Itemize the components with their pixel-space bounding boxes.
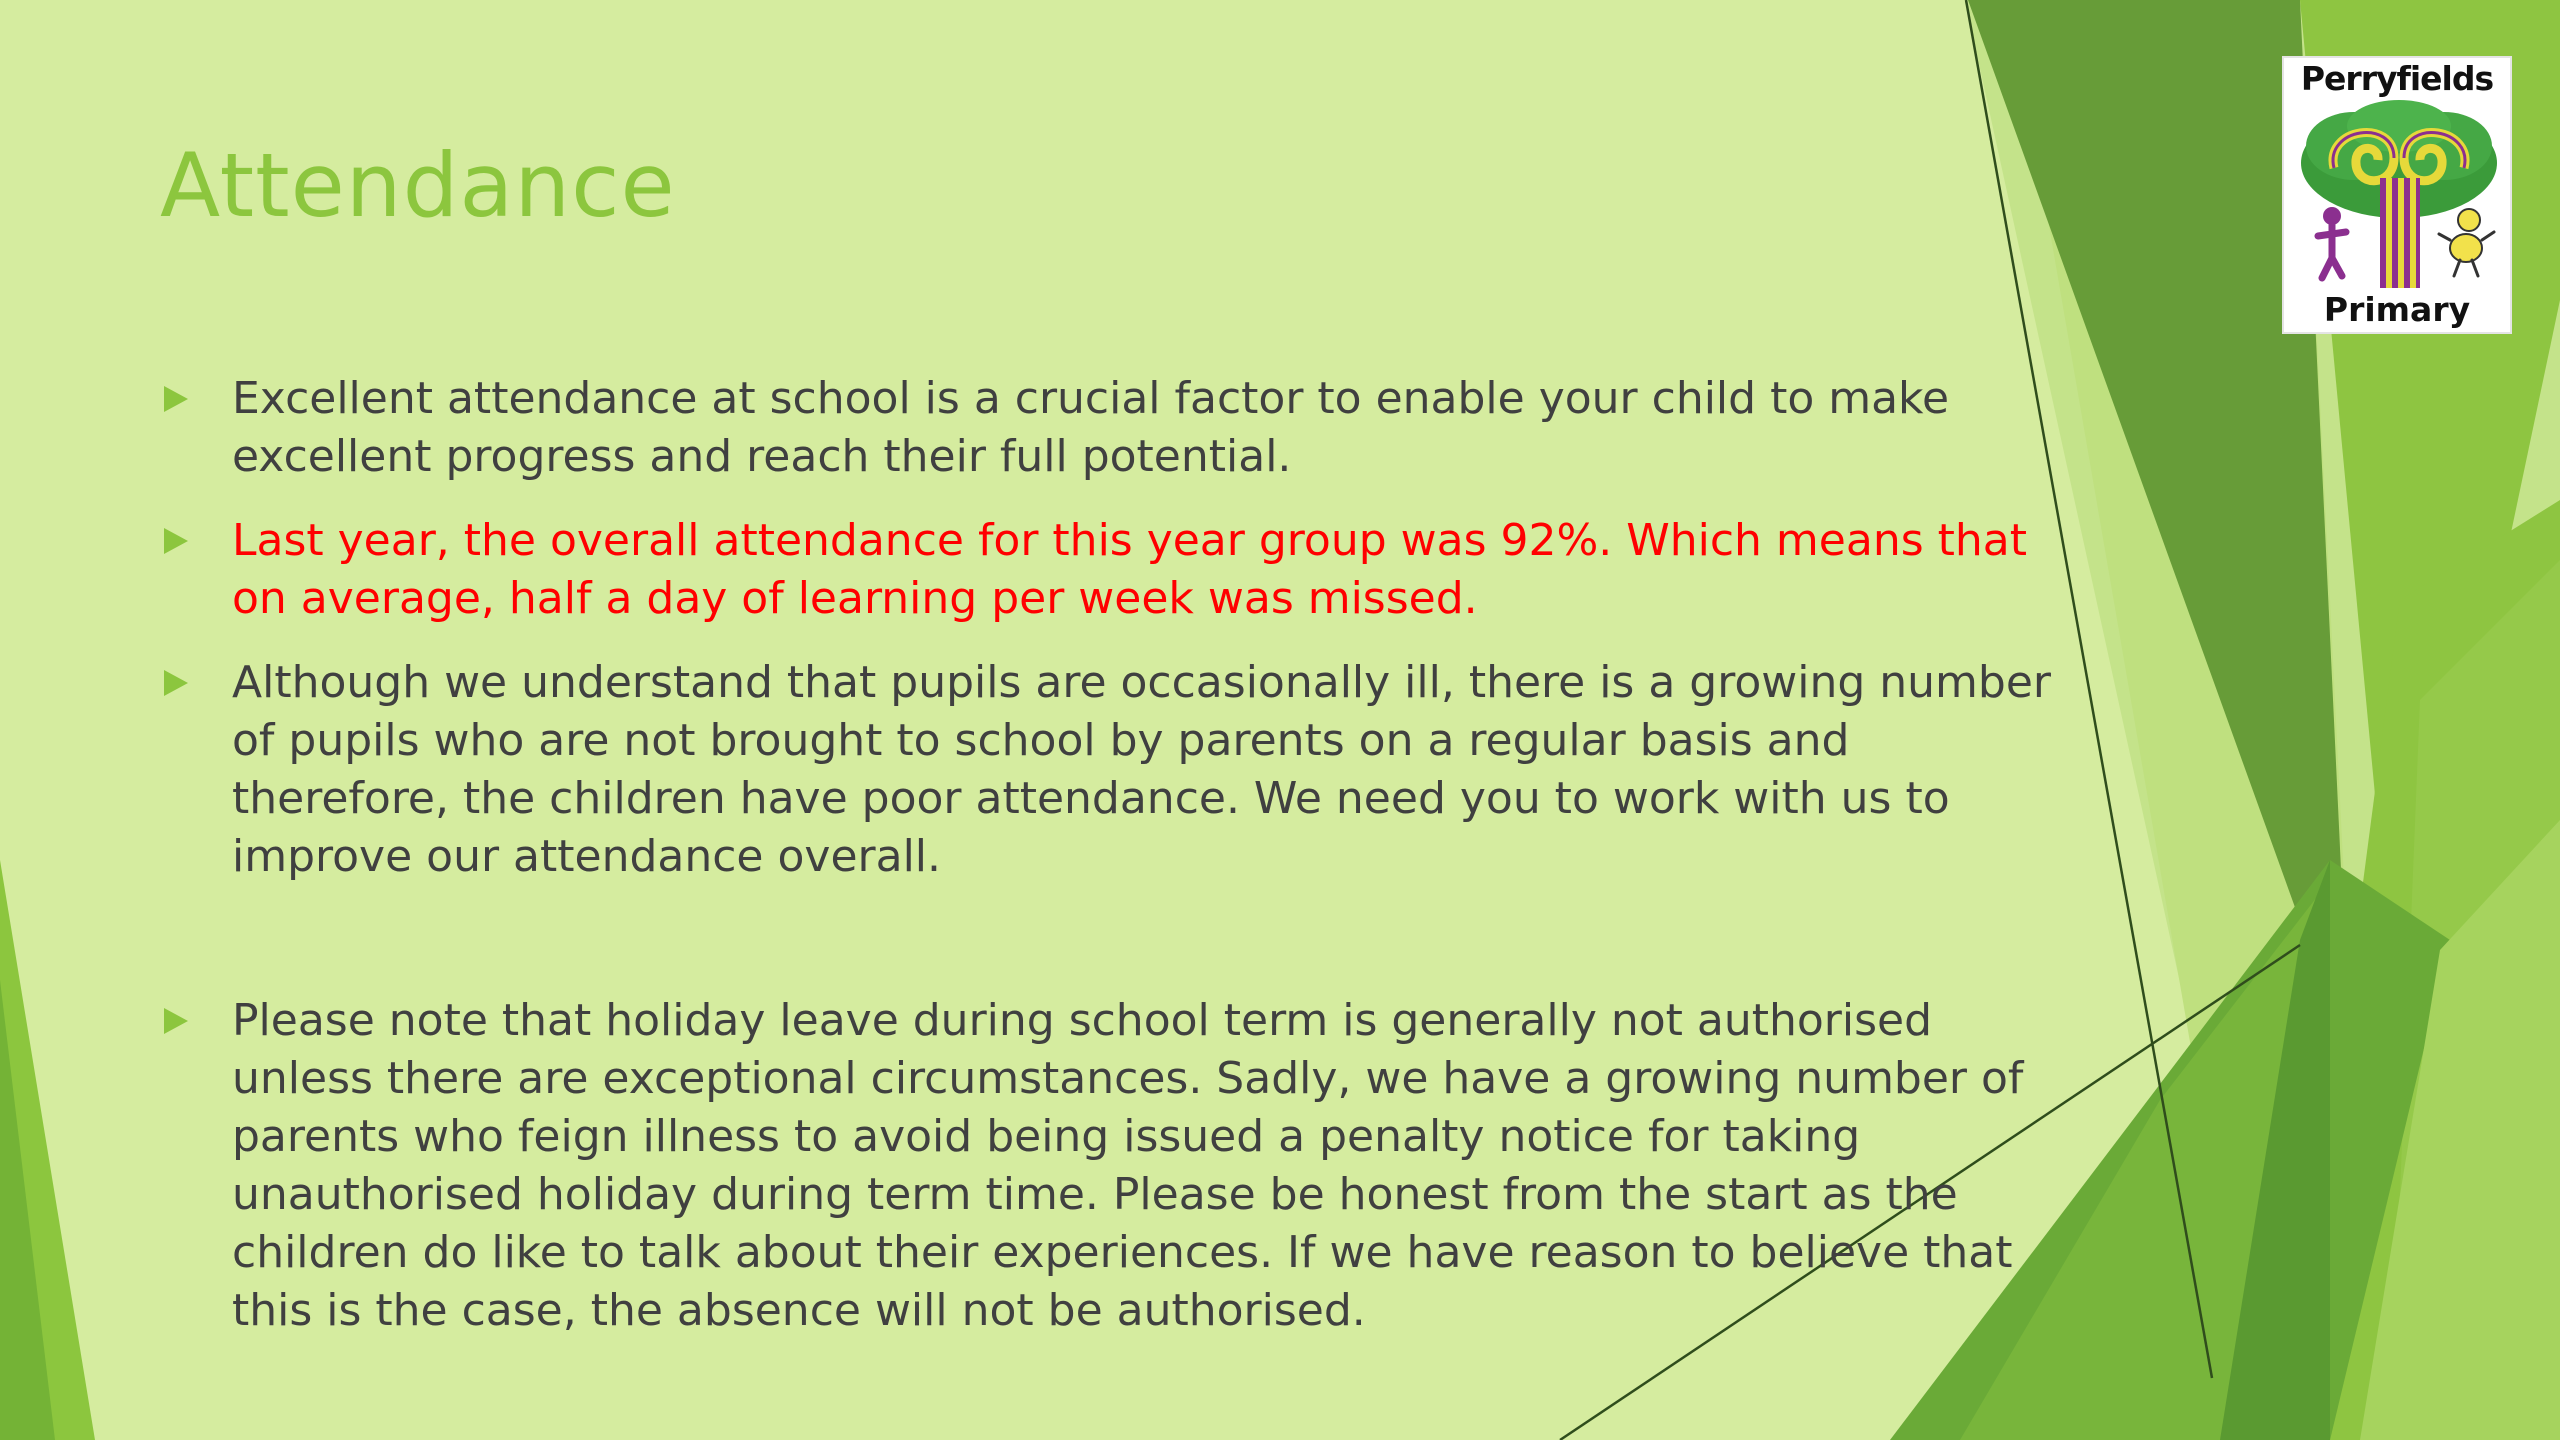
bullet-text: Please note that holiday leave during school term is generally not authorised unless there are exceptional circumstances. Sadly, we have a growing number of parents who feign illness to avoid being issued a penalty notice for taking unauthorised holiday during term time. Please be honest from the start as the children do like to talk about their experiences. If we have reason to believe that this is the case, the absence will not be authorised. [232, 995, 2024, 1336]
bullet-arrow-icon [164, 528, 188, 554]
bullet-item [160, 654, 2060, 886]
bullet-arrow-icon [164, 1008, 188, 1034]
school-logo [2282, 56, 2512, 334]
bullet-text: Excellent attendance at school is a crucial factor to enable your child to make excellent progress and reach their full potential. [232, 373, 1950, 482]
bullet-arrow-icon [164, 386, 188, 412]
bullet-item-highlighted [160, 512, 2060, 628]
slide-title: Attendance [160, 134, 676, 237]
bullet-item [160, 992, 2060, 1340]
logo-bottom-text: Primary [2323, 290, 2471, 329]
bullet-item [160, 370, 2060, 486]
bullet-arrow-icon [164, 670, 188, 696]
tree-logo-icon [2294, 98, 2504, 288]
bullet-list [160, 370, 2060, 1366]
bullet-text: Although we understand that pupils are occasionally ill, there is a growing number of pupils who are not brought to school by parents on a regular basis and therefore, the children have poor attendance. We need you to work with us to improve our attendance overall. [232, 657, 2051, 882]
logo-top-text: Perryfields [2300, 59, 2494, 98]
bullet-text: Last year, the overall attendance for this year group was 92%. Which means that on average, half a day of learning per week was missed. [232, 515, 2027, 624]
